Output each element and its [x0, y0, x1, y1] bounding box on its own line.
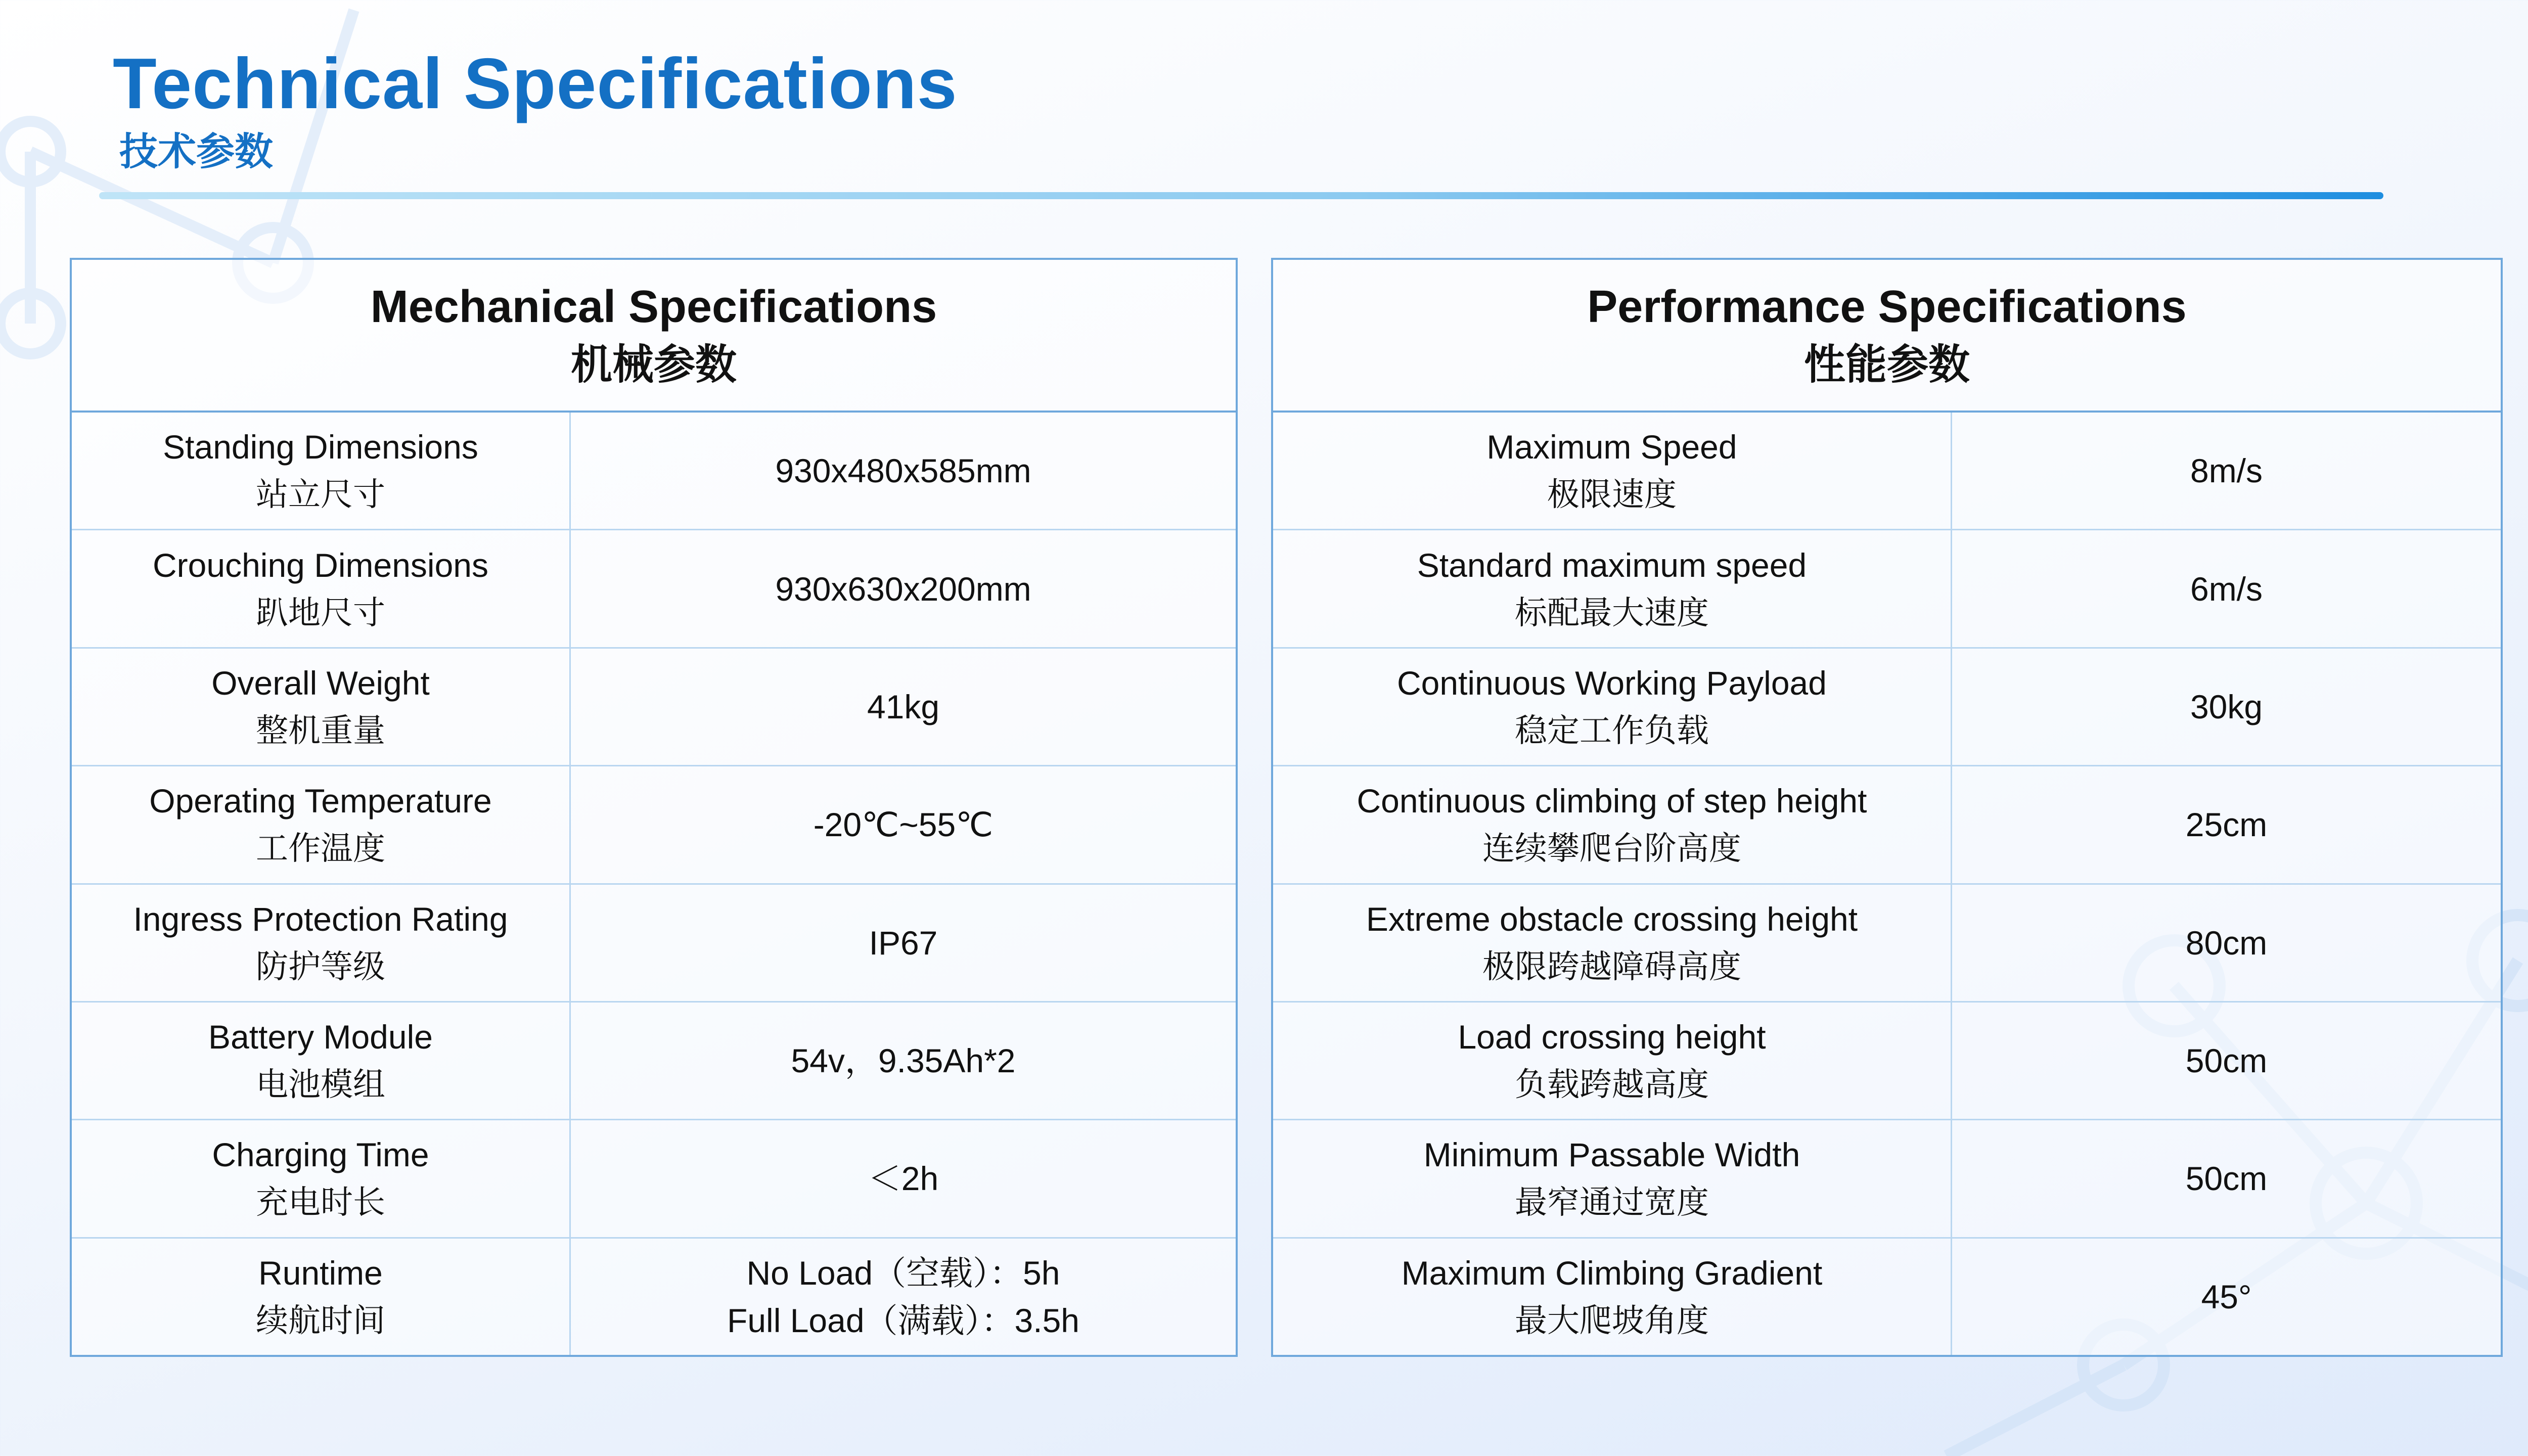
spec-name-cell — [1273, 885, 1952, 1001]
spec-name-cell — [1273, 413, 1952, 529]
spec-value-cell — [571, 885, 1236, 1001]
page-title: Technical Specifications — [113, 43, 958, 124]
spec-value-cell — [571, 530, 1236, 647]
spec-name-cell — [1273, 649, 1952, 765]
table-row — [72, 1003, 1236, 1120]
table-row — [1273, 1003, 2501, 1120]
spec-name-en: Minimum Passable Width — [1423, 1136, 1800, 1174]
spec-name-zh: 极限速度 — [1547, 476, 1677, 513]
spec-name-en: Maximum Climbing Gradient — [1401, 1254, 1823, 1292]
mechanical-specs-table — [70, 258, 1238, 1357]
spec-value: No Load（空载）：5h — [746, 1254, 1060, 1292]
title-divider — [99, 192, 2383, 199]
spec-value: 25cm — [2185, 806, 2268, 844]
spec-value: 54v，9.35Ah*2 — [791, 1042, 1016, 1080]
spec-name-zh: 充电时长 — [256, 1184, 385, 1221]
spec-name-zh: 整机重量 — [256, 712, 385, 749]
table-row — [72, 1239, 1236, 1355]
spec-name-zh: 防护等级 — [256, 948, 385, 985]
table-header — [72, 260, 1236, 413]
table-heading-zh: 机械参数 — [570, 342, 737, 388]
spec-name-en: Runtime — [258, 1254, 383, 1292]
spec-name-en: Continuous Working Payload — [1397, 664, 1827, 702]
spec-name-cell — [72, 649, 571, 765]
spec-name-en: Operating Temperature — [149, 782, 492, 820]
spec-name-zh: 最大爬坡角度 — [1515, 1302, 1709, 1339]
table-row — [1273, 413, 2501, 530]
spec-name-cell — [72, 885, 571, 1001]
table-row — [72, 413, 1236, 530]
spec-name-cell — [1273, 766, 1952, 883]
spec-name-zh: 工作温度 — [256, 830, 385, 867]
spec-value: 30kg — [2190, 688, 2263, 725]
spec-name-zh: 极限跨越障碍高度 — [1482, 948, 1741, 985]
spec-value-cell — [1952, 885, 2501, 1001]
spec-value-cell — [571, 1120, 1236, 1237]
spec-name-zh: 站立尺寸 — [256, 476, 385, 513]
performance-specs-table — [1271, 258, 2503, 1357]
table-row — [72, 649, 1236, 766]
spec-value: 41kg — [867, 688, 940, 725]
spec-value: IP67 — [869, 924, 938, 962]
table-heading-zh: 性能参数 — [1803, 342, 1970, 388]
spec-name-en: Standing Dimensions — [163, 428, 478, 466]
spec-value: -20℃~55℃ — [813, 806, 994, 844]
spec-name-en: Crouching Dimensions — [153, 546, 488, 584]
table-row — [1273, 649, 2501, 766]
spec-value-cell — [1952, 766, 2501, 883]
spec-value-cell — [1952, 649, 2501, 765]
spec-value: 50cm — [2185, 1160, 2268, 1198]
spec-name-en: Load crossing height — [1458, 1018, 1766, 1056]
spec-value: 45° — [2201, 1278, 2252, 1315]
spec-name-zh: 电池模组 — [256, 1066, 385, 1103]
spec-name-en: Battery Module — [208, 1018, 433, 1056]
spec-value-cell — [1952, 1120, 2501, 1237]
table-heading-en: Performance Specifications — [1587, 282, 2187, 332]
spec-value-secondary: Full Load（满载）：3.5h — [727, 1301, 1079, 1339]
page-subtitle: 技术参数 — [119, 130, 273, 173]
table-row — [72, 1120, 1236, 1238]
spec-name-cell — [1273, 1120, 1952, 1237]
spec-name-zh: 负载跨越高度 — [1515, 1066, 1709, 1103]
table-row — [1273, 885, 2501, 1003]
table-row — [72, 885, 1236, 1003]
table-header — [1273, 260, 2501, 413]
spec-name-zh: 稳定工作负载 — [1515, 712, 1709, 749]
spec-value-cell — [1952, 413, 2501, 529]
spec-name-cell — [1273, 1003, 1952, 1119]
spec-value-cell — [1952, 530, 2501, 647]
table-row — [1273, 766, 2501, 884]
spec-value: 50cm — [2185, 1042, 2268, 1080]
table-row — [1273, 1239, 2501, 1355]
spec-value-cell — [571, 766, 1236, 883]
spec-name-cell — [72, 530, 571, 647]
spec-name-en: Standard maximum speed — [1417, 546, 1807, 584]
spec-name-zh: 连续攀爬台阶高度 — [1482, 830, 1741, 867]
spec-name-en: Extreme obstacle crossing height — [1366, 900, 1858, 938]
spec-name-zh: 趴地尺寸 — [256, 594, 385, 631]
spec-name-en: Ingress Protection Rating — [133, 900, 508, 938]
spec-name-cell — [72, 413, 571, 529]
spec-name-cell — [72, 1239, 571, 1355]
spec-name-en: Charging Time — [212, 1136, 429, 1174]
table-heading-en: Mechanical Specifications — [370, 282, 937, 332]
spec-value: 930x480x585mm — [775, 452, 1031, 490]
spec-name-cell — [1273, 1239, 1952, 1355]
spec-value: 930x630x200mm — [775, 570, 1031, 608]
spec-value-cell — [571, 649, 1236, 765]
spec-name-en: Overall Weight — [211, 664, 430, 702]
spec-value-cell — [1952, 1239, 2501, 1355]
spec-value: 8m/s — [2190, 452, 2263, 490]
spec-value-cell — [571, 1003, 1236, 1119]
spec-value: 80cm — [2185, 924, 2268, 962]
spec-name-zh: 续航时间 — [256, 1302, 385, 1339]
spec-name-en: Continuous climbing of step height — [1357, 782, 1867, 820]
spec-value: ＜2h — [868, 1160, 939, 1198]
spec-name-zh: 标配最大速度 — [1515, 594, 1709, 631]
table-row — [1273, 530, 2501, 648]
spec-name-cell — [72, 766, 571, 883]
table-row — [72, 530, 1236, 648]
spec-name-cell — [1273, 530, 1952, 647]
spec-name-en: Maximum Speed — [1486, 428, 1737, 466]
spec-value-cell — [571, 413, 1236, 529]
spec-name-cell — [72, 1120, 571, 1237]
spec-name-zh: 最窄通过宽度 — [1515, 1184, 1709, 1221]
spec-value-cell — [1952, 1003, 2501, 1119]
table-row — [1273, 1120, 2501, 1238]
spec-value-cell — [571, 1239, 1236, 1355]
spec-value: 6m/s — [2190, 570, 2263, 608]
table-row — [72, 766, 1236, 884]
spec-name-cell — [72, 1003, 571, 1119]
